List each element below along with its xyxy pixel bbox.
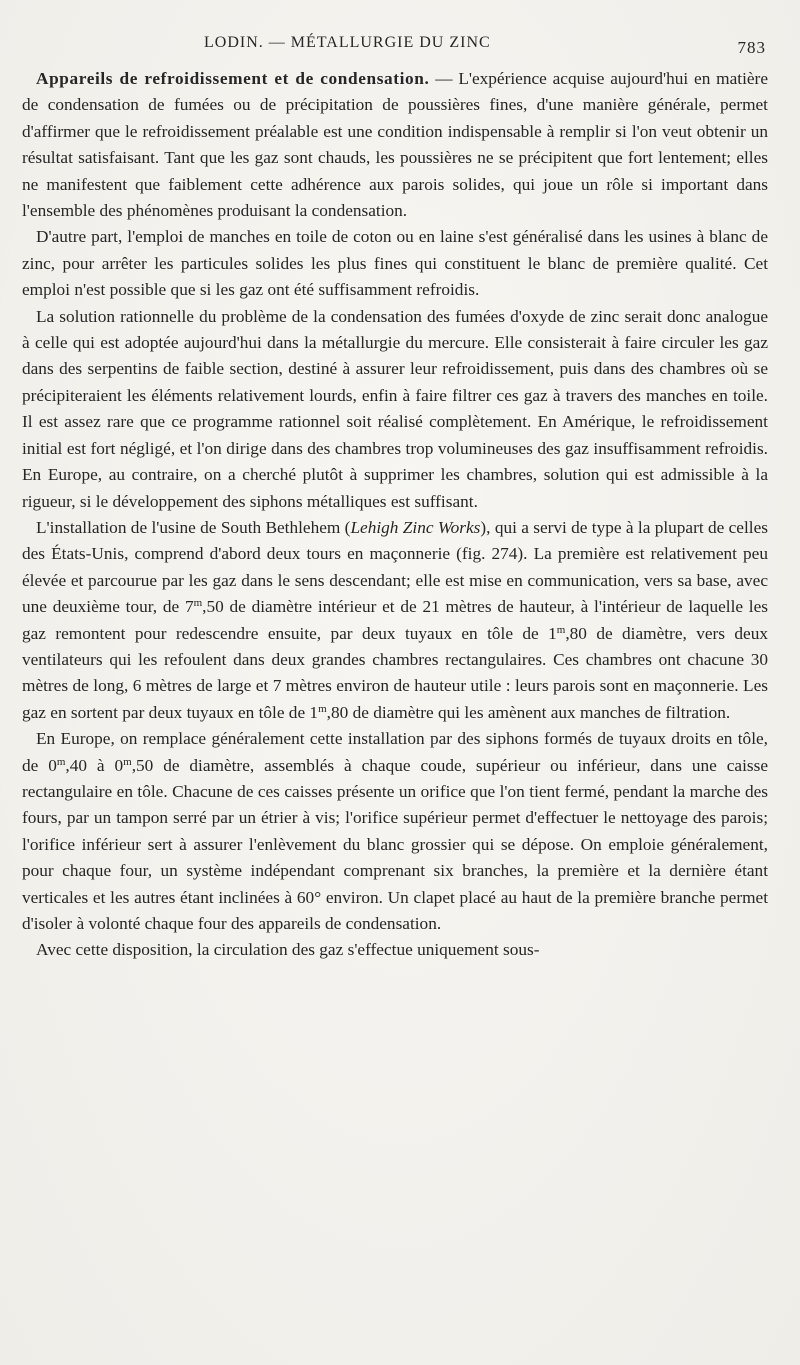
p4-part-a: L'installation de l'usine de South Bethlehem (	[36, 517, 351, 537]
p4-part-d: ,80 de diamètre, vers deux ventilateurs qui les refoulent dans deux grandes chambres rectangulaires. Ces chambres ont chacune 30 mètres de long, 6 mètres de large et 7 mètres environ de hauteur utile : leurs parois sont en maçonnerie. Les gaz en sortent par deux tuyaux en tôle de 1	[22, 623, 768, 722]
italic-company-name: Lehigh Zinc Works	[350, 517, 481, 537]
paragraph-2: D'autre part, l'emploi de manches en toile de coton ou en laine s'est généralisé dans les usines à blanc de zinc, pour arrêter les particules solides les plus fines qui constituent le blanc de première qualité. Cet emploi n'est possible que si les gaz ont été suffisamment refroidis.	[22, 227, 768, 300]
running-title: LODIN. — MÉTALLURGIE DU ZINC	[204, 34, 491, 51]
unit-superscript: m	[556, 623, 566, 636]
unit-superscript: m	[193, 597, 203, 610]
paragraph-3: La solution rationnelle du problème de la condensation des fumées d'oxyde de zinc serait donc analogue à celle qui est adoptée aujourd'hui dans la métallurgie du mercure. Elle consisterait à faire circuler les gaz dans des serpentins de faible section, destiné à assurer leur refroidissement, puis dans des chambres où se précipiteraient les éléments relativement lourds, enfin à faire filtrer ces gaz à travers des manches en toile. Il est assez rare que ce programme rationnel soit réalisé complètement. En Amérique, le refroidissement initial est fort négligé, et l'on dirige dans des chambres trop volumineuses des gaz insuffisamment refroidis. En Europe, au contraire, on a cherché plutôt à supprimer les chambres, solution qui est admissible à la rigueur, si le développement des siphons métalliques est suffisant.	[22, 306, 768, 511]
page-number: 783	[737, 38, 766, 57]
p5-part-a: En Europe, on remplace généralement cette installation par des siphons formés de tuyaux droits en tôle, de 0	[22, 729, 768, 775]
paragraph-6: Avec cette disposition, la circulation des gaz s'effectue uniquement sous-	[36, 940, 540, 960]
body-text	[22, 66, 768, 964]
page-header	[22, 26, 768, 66]
paragraph-4	[22, 515, 768, 726]
p4-part-c: ,50 de diamètre intérieur et de 21 mètres de hauteur, à l'intérieur de laquelle les gaz remontent pour redescendre ensuite, par deux tuyaux en tôle de 1	[22, 597, 768, 643]
heading-dash: —	[429, 69, 459, 88]
p4-part-e: ,80 de diamètre qui les amènent aux manches de filtration.	[326, 702, 731, 722]
paragraph-1	[22, 66, 768, 224]
unit-superscript: m	[56, 755, 66, 768]
section-heading: Appareils de refroidissement et de condensation.	[36, 69, 430, 88]
paragraph-5	[22, 726, 768, 937]
unit-superscript: m	[123, 755, 132, 768]
p5-part-c: ,50 de diamètre, assemblés à chaque coude, supérieur ou inférieur, dans une caisse rectangulaire en tôle. Chacune de ces caisses présente un orifice que l'on tient fermé, pendant la marche des fours, par un tampon serré par un étrier à vis; l'orifice supérieur permet d'effectuer le nettoyage des parois; l'orifice inférieur sert à assurer l'enlèvement du blanc grossier qui se dépose. On emploie généralement, pour chaque four, un système indépendant comprenant six branches, la première et la dernière étant verticales et les autres étant inclinées à 60° environ. Un clapet placé au haut de la première branche permet d'isoler à volonté chaque four des appareils de condensation.	[22, 755, 768, 933]
p4-part-b: ), qui a servi de type à la plupart de celles des États-Unis, comprend d'abord deux tours en maçonnerie (fig. 274). La première est relativement peu élevée et parcourue par les gaz dans le sens descendant; elle est mise en communication, vers sa base, avec une deuxième tour, de 7	[22, 517, 768, 617]
paragraph-1-text: L'expérience acquise aujourd'hui en matière de condensation de fumées ou de précipitation de poussières fines, d'une manière générale, permet d'affirmer que le refroidissement préalable est une condition indispensable à remplir si l'on veut obtenir un résultat satisfaisant. Tant que les gaz sont chauds, les poussières ne se précipitent que fort lentement; elles ne manifestent que faiblement cette adhérence aux parois solides, qui joue un rôle si important dans l'ensemble des phénomènes produisant la condensation.	[22, 69, 768, 221]
unit-superscript: m	[318, 702, 327, 715]
p5-part-b: ,40 à 0	[65, 755, 124, 775]
